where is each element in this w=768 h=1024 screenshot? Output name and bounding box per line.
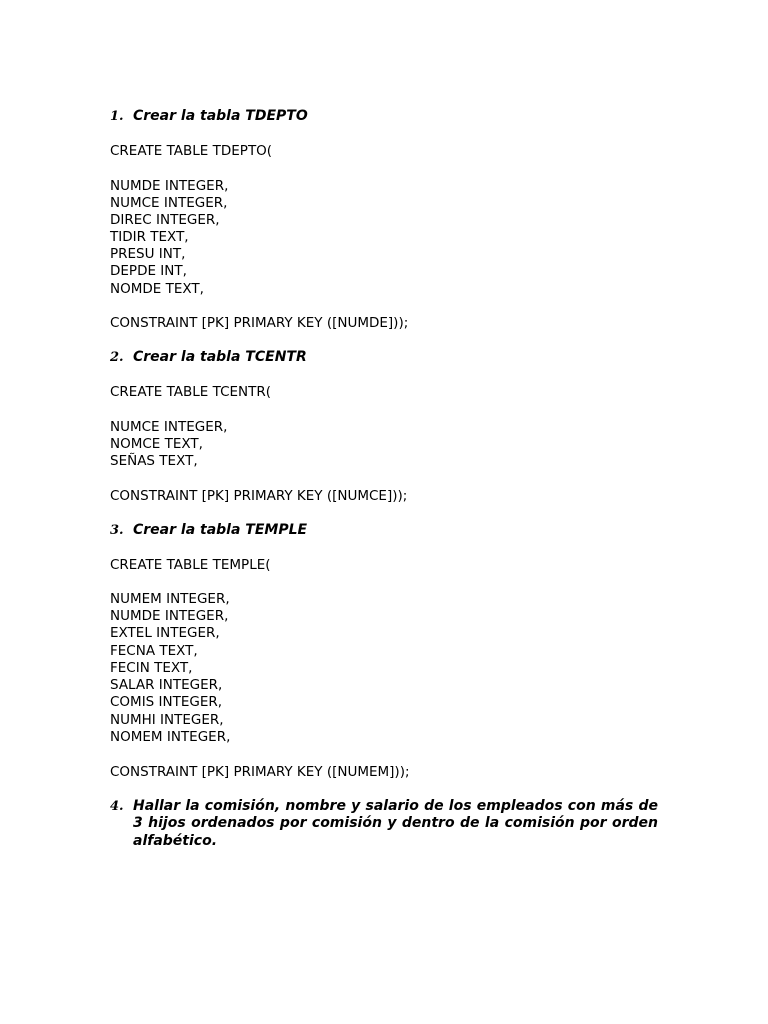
question-4-number: 4. <box>110 799 124 814</box>
section-1-field: DEPDE INT, <box>110 263 187 279</box>
section-1-field: PRESU INT, <box>110 246 186 262</box>
section-3-field: SALAR INTEGER, <box>110 677 223 693</box>
section-2-number: 2. <box>110 350 124 365</box>
question-4-text: Hallar la comisión, nombre y salario de los empleados con más de 3 hijos ordenados por comisión y dentro de la comisión por orden alfabético. <box>133 798 658 849</box>
section-3-create-statement: CREATE TABLE TEMPLE( <box>110 557 271 573</box>
section-2-constraint: CONSTRAINT [PK] PRIMARY KEY ([NUMCE])); <box>110 488 408 504</box>
section-3-number: 3. <box>110 523 124 538</box>
section-1-field: TIDIR TEXT, <box>110 229 189 245</box>
section-3-heading <box>110 522 307 539</box>
section-3-field: EXTEL INTEGER, <box>110 625 220 641</box>
section-1-number: 1. <box>110 109 124 124</box>
section-1-field: NUMDE INTEGER, <box>110 178 229 194</box>
section-2-field: NOMCE TEXT, <box>110 436 203 452</box>
section-1-field: DIREC INTEGER, <box>110 212 220 228</box>
section-3-field: COMIS INTEGER, <box>110 694 223 710</box>
section-3-field: NUMDE INTEGER, <box>110 608 229 624</box>
section-1-title: Crear la tabla TDEPTO <box>133 108 308 124</box>
section-3-field: NOMEM INTEGER, <box>110 729 231 745</box>
question-4-paragraph <box>110 798 658 850</box>
section-3-title: Crear la tabla TEMPLE <box>133 522 308 538</box>
section-1-constraint: CONSTRAINT [PK] PRIMARY KEY ([NUMDE])); <box>110 315 409 331</box>
section-2-title: Crear la tabla TCENTR <box>133 349 307 365</box>
section-2-field: SEÑAS TEXT, <box>110 453 198 469</box>
section-2-create-statement: CREATE TABLE TCENTR( <box>110 384 272 400</box>
section-3-field: FECNA TEXT, <box>110 643 198 659</box>
section-3-field: NUMEM INTEGER, <box>110 591 230 607</box>
section-1-heading <box>110 108 308 125</box>
section-2-heading <box>110 349 307 366</box>
section-3-field: FECIN TEXT, <box>110 660 193 676</box>
section-1-field: NOMDE TEXT, <box>110 281 204 297</box>
section-1-field: NUMCE INTEGER, <box>110 195 228 211</box>
section-2-field: NUMCE INTEGER, <box>110 419 228 435</box>
section-1-create-statement: CREATE TABLE TDEPTO( <box>110 143 273 159</box>
section-3-field: NUMHI INTEGER, <box>110 712 224 728</box>
section-3-constraint: CONSTRAINT [PK] PRIMARY KEY ([NUMEM])); <box>110 764 410 780</box>
